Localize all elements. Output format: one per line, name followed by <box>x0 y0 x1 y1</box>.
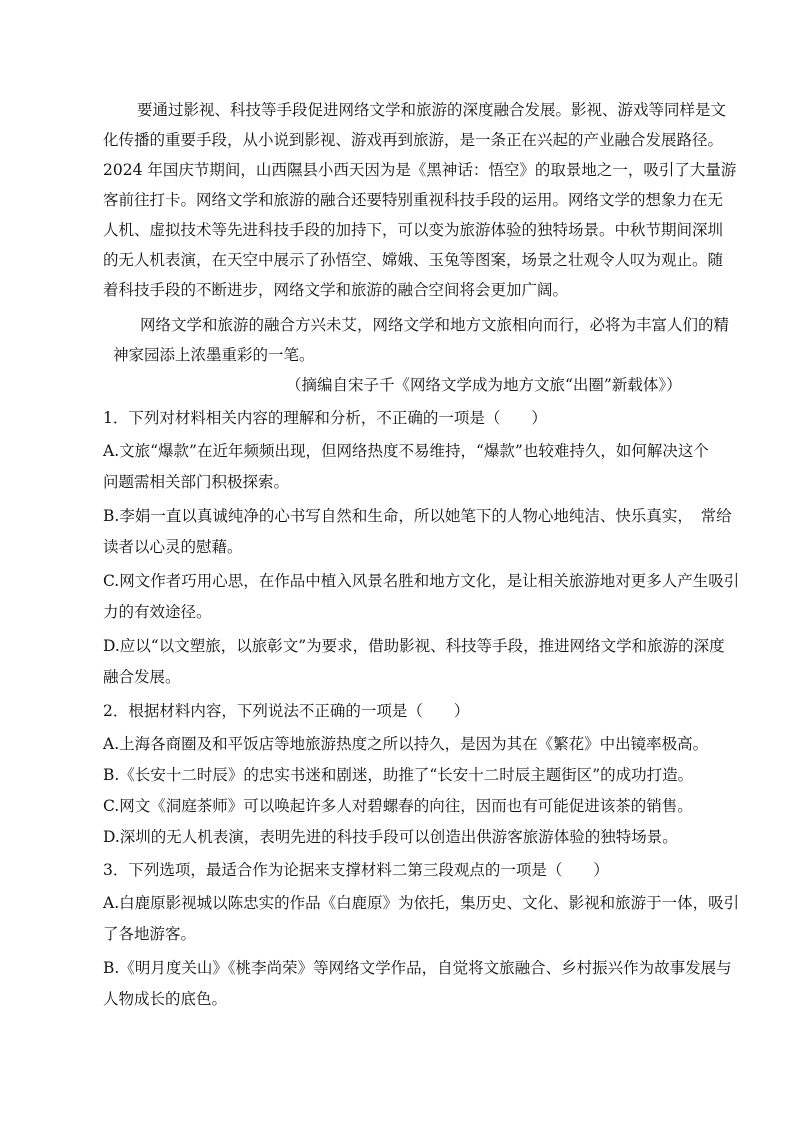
paragraph-1-line-2: 化传播的重要手段，从小说到影视、游戏再到旅游，是一条正在兴起的产业融合发展路径。 <box>103 131 724 149</box>
question-2-option-b: B.《长安十二时辰》的忠实书迷和剧迷，助推了“长安十二时辰主题街区”的成功打造。 <box>103 766 694 784</box>
paragraph-1-line-1: 要通过影视、科技等手段促进网络文学和旅游的深度融合发展。影视、游戏等同样是文 <box>137 101 727 119</box>
question-2-option-a: A.上海各商圈及和平饭店等地旅游热度之所以持久，是因为其在《繁花》中出镜率极高。 <box>103 735 709 753</box>
question-1-option-a-line-1: A.文旅“爆款”在近年频频出现，但网络热度不易维持，“爆款”也较难持久，如何解决这个 <box>103 442 709 460</box>
paragraph-2-line-2: 神家园添上浓墨重彩的一笔。 <box>113 346 315 364</box>
question-3-option-b-line-2: 人物成长的底色。 <box>103 990 228 1008</box>
paragraph-2-line-1: 网络文学和旅游的融合方兴未艾，网络文学和地方文旅相向而行，必将为丰富人们的精 <box>140 316 730 334</box>
question-3-option-a-line-2: 了各地游客。 <box>103 925 197 943</box>
question-1-option-a-line-2: 问题需相关部门积极探索。 <box>103 473 290 491</box>
article-source: （摘编自宋子千《网络文学成为地方文旅“出圈”新载体》） <box>286 376 682 394</box>
question-3-option-a-line-1: A.白鹿原影视城以陈忠实的作品《白鹿原》为依托，集历史、文化、影视和旅游于一体，吸引 <box>103 894 740 912</box>
question-2-option-c: C.网文《洞庭茶师》可以唤起许多人对碧螺春的向往，因而也有可能促进该茶的销售。 <box>103 797 693 815</box>
question-1-option-c-line-1: C.网文作者巧用心思，在作品中植入风景名胜和地方文化，是让相关旅游地对更多人产生吸引 <box>103 572 740 590</box>
question-2-stem: 2．根据材料内容，下列说法不正确的一项是（ ） <box>103 702 470 720</box>
question-3-option-b-line-1: B.《明月度关山》《桃李尚荣》等网络文学作品，自觉将文旅融合、乡村振兴作为故事发展与 <box>103 959 732 977</box>
question-1-option-b-line-2: 读者以心灵的慰藉。 <box>103 538 243 556</box>
question-1-option-b-line-1: B.李娟一直以真诚纯净的心书写自然和生命，所以她笔下的人物心地纯洁、快乐真实， 常给 <box>103 507 732 525</box>
question-1-option-d-line-2: 融合发展。 <box>103 668 181 686</box>
question-1-option-d-line-1: D.应以“以文塑旅，以旅彰文”为要求，借助影视、科技等手段，推进网络文学和旅游的深度 <box>103 637 725 655</box>
paragraph-1-line-7: 着科技手段的不断进步，网络文学和旅游的融合空间将会更加广阔。 <box>103 281 569 299</box>
question-2-option-d: D.深圳的无人机表演，表明先进的科技手段可以创造出供游客旅游体验的独特场景。 <box>103 828 678 846</box>
paragraph-1-line-5: 人机、虚拟技术等先进科技手段的加持下，可以变为旅游体验的独特场景。中秋节期间深圳 <box>103 221 724 239</box>
paragraph-1-line-6: 的无人机表演，在天空中展示了孙悟空、嫦娥、玉兔等图案，场景之壮观令人叹为观止。随 <box>103 251 724 269</box>
paragraph-1-line-3: 2024 年国庆节期间，山西隰县小西天因为是《黑神话：悟空》的取景地之一，吸引了大量游 <box>103 161 737 179</box>
paragraph-1-line-4: 客前往打卡。网络文学和旅游的融合还要特别重视科技手段的运用。网络文学的想象力在无 <box>103 191 724 209</box>
question-3-stem: 3．下列选项，最适合作为论据来支撑材料二第三段观点的一项是（ ） <box>103 861 609 879</box>
question-1-option-c-line-2: 力的有效途径。 <box>103 603 212 621</box>
question-1-stem: 1．下列对材料相关内容的理解和分析，不正确的一项是（ ） <box>103 409 547 427</box>
